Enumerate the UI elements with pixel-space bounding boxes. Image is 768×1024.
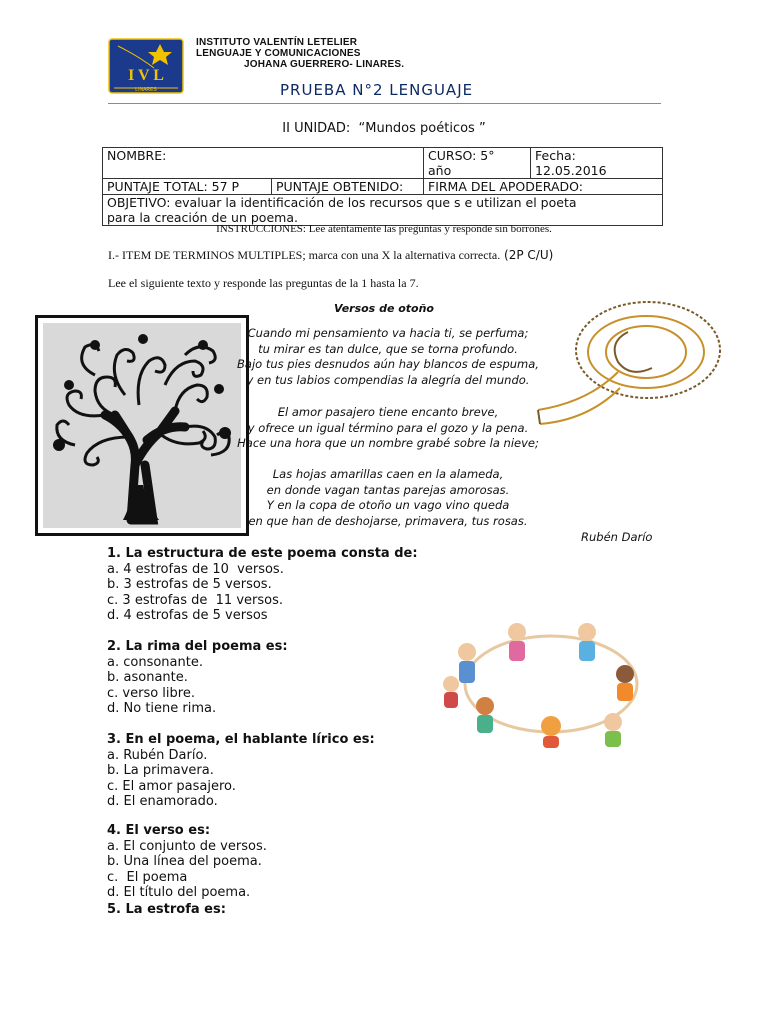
poem-verse: Cuando mi pensamiento va hacia ti, se perfuma; xyxy=(247,326,529,340)
answer-option[interactable]: d. El título del poema. xyxy=(107,885,251,901)
title-divider xyxy=(108,103,661,104)
question-text: 1. La estructura de este poema consta de: xyxy=(107,546,418,561)
institution-name: INSTITUTO VALENTÍN LETELIER xyxy=(196,37,358,48)
question xyxy=(107,732,375,810)
logo-text: I V L xyxy=(128,67,164,84)
fecha-field xyxy=(531,148,663,179)
poem-verse: Y en la copa de otoño un vago vino queda xyxy=(266,498,510,513)
item-points: (2P C/U) xyxy=(500,248,554,262)
poem-verse: El amor pasajero tiene encanto breve, xyxy=(277,405,499,419)
puntaje-total-cell xyxy=(103,179,272,195)
item-heading-text: I.- ITEM DE TERMINOS MULTIPLES; marca con una X la alternativa correcta. xyxy=(108,248,501,262)
question-text: 2. La rima del poema es: xyxy=(107,639,288,654)
answer-option[interactable]: a. consonante. xyxy=(107,654,203,670)
poem-verse: en donde vagan tantas parejas amorosas. xyxy=(266,482,510,497)
curso-value: año xyxy=(428,163,452,178)
question xyxy=(107,639,288,717)
objetivo-cell xyxy=(103,195,663,226)
school-header xyxy=(196,37,404,70)
puntaje-obtenido-cell[interactable] xyxy=(272,179,424,195)
curso-label: CURSO: 5° xyxy=(428,148,495,163)
answer-option[interactable]: a. El conjunto de versos. xyxy=(107,838,267,854)
fecha-value: 12.05.2016 xyxy=(535,163,607,178)
question xyxy=(107,823,267,901)
poem-verse: y en tus labios compendias la alegría del mundo. xyxy=(246,372,530,387)
answer-option[interactable]: b. 3 estrofas de 5 versos. xyxy=(107,577,272,593)
logo-caption: LINARES xyxy=(135,87,157,93)
puntaje-total: PUNTAJE TOTAL: 57 P xyxy=(107,179,240,194)
poem-verse: Hace una hora que un nombre grabé sobre la nieve; xyxy=(237,436,539,451)
answer-option[interactable]: b. Una línea del poema. xyxy=(107,854,262,870)
answer-option[interactable]: d. El enamorado. xyxy=(107,794,218,810)
question-text: 5. La estrofa es: xyxy=(107,902,226,917)
question-text: 3. En el poema, el hablante lírico es: xyxy=(107,732,375,747)
question xyxy=(107,546,418,624)
teacher-name: JOHANA GUERRERO- LINARES. xyxy=(244,59,405,70)
nombre-field[interactable] xyxy=(103,148,424,179)
poem-title: Versos de otoño xyxy=(333,302,434,315)
answer-option[interactable]: a. Rubén Darío. xyxy=(107,747,208,763)
exam-title: PRUEBA N°2 LENGUAJE xyxy=(280,81,474,99)
poem-stanza xyxy=(215,326,561,388)
poem-stanza xyxy=(215,405,561,452)
poem-verse: Bajo tus pies desnudos aún hay blancos de espuma, xyxy=(237,357,539,372)
answer-option[interactable]: d. No tiene rima. xyxy=(107,701,217,717)
firma-label: FIRMA DEL APODERADO: xyxy=(428,179,583,194)
student-info-table xyxy=(102,147,663,226)
answer-option[interactable]: c. El poema xyxy=(107,869,188,885)
answer-option[interactable]: c. El amor pasajero. xyxy=(107,778,236,794)
poem-verse: Las hojas amarillas caen en la alameda, xyxy=(272,467,504,481)
unit-title: II UNIDAD: “Mundos poéticos ” xyxy=(282,121,486,136)
answer-option[interactable]: a. 4 estrofas de 10 versos. xyxy=(107,561,284,577)
instructions: INSTRUCCIONES: Lee atentamente las preguntas y responde sin borrones. xyxy=(216,223,552,235)
answer-option[interactable]: b. asonante. xyxy=(107,670,188,686)
answer-option[interactable]: c. 3 estrofas de 11 versos. xyxy=(107,592,284,608)
poem-verse: y ofrece un igual término para el gozo y la pena. xyxy=(247,420,529,435)
school-logo xyxy=(108,38,184,94)
objetivo-line-2: para la creación de un poema. xyxy=(107,210,298,225)
poem-verse: tu mirar es tan dulce, que se torna profundo. xyxy=(258,341,518,356)
answer-option[interactable]: b. La primavera. xyxy=(107,763,214,779)
puntaje-obtenido-label: PUNTAJE OBTENIDO: xyxy=(276,179,404,194)
answer-option[interactable]: c. verso libre. xyxy=(107,685,195,701)
poem-stanza xyxy=(215,467,561,529)
read-prompt: Lee el siguiente texto y responde las preguntas de la 1 hasta la 7. xyxy=(108,276,419,290)
poem-verse: en que han de deshojarse, primavera, tus rosas. xyxy=(248,513,528,528)
objetivo-line-1: OBJETIVO: evaluar la identificación de los recursos que s e utilizan el poeta xyxy=(107,195,577,210)
nombre-label: NOMBRE: xyxy=(107,148,167,163)
curso-field xyxy=(424,148,531,179)
item-heading xyxy=(108,248,553,263)
firma-cell[interactable] xyxy=(424,179,663,195)
fecha-label: Fecha: xyxy=(535,148,576,163)
department-name: LENGUAJE Y COMUNICACIONES xyxy=(196,48,361,59)
children-circle-illustration xyxy=(437,614,665,750)
poem-author: Rubén Darío xyxy=(581,530,653,544)
answer-option[interactable]: d. 4 estrofas de 5 versos xyxy=(107,608,268,624)
question xyxy=(107,902,226,918)
question-text: 4. El verso es: xyxy=(107,823,211,838)
